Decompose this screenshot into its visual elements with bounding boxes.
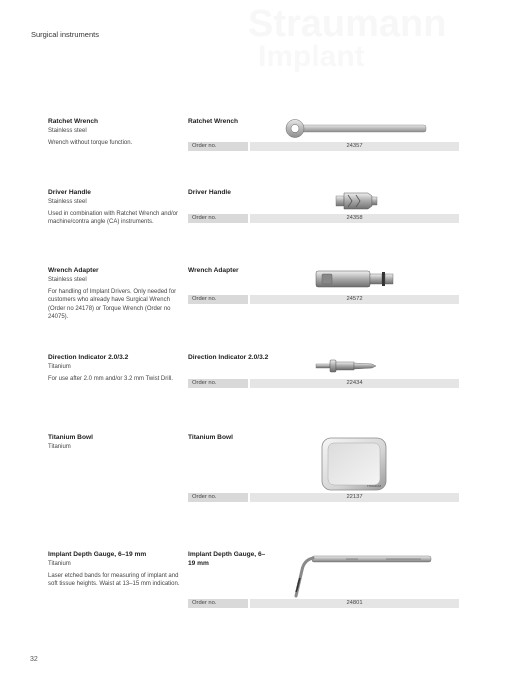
product-name: Wrench Adapter [48, 267, 99, 274]
svg-text:Straumann: Straumann [248, 3, 447, 45]
order-number: 24357 [248, 142, 459, 151]
order-number: 24801 [248, 599, 459, 608]
product-image-title: Implant Depth Gauge, 6–19 mm [188, 551, 266, 567]
order-number-row [188, 142, 459, 151]
svg-text:Implant: Implant [258, 40, 365, 72]
product-image-title: Ratchet Wrench [188, 118, 239, 125]
product-name: Titanium Bowl [48, 434, 93, 441]
order-number: 22137 [248, 493, 459, 502]
order-number-row [188, 295, 459, 304]
order-number-row [188, 379, 459, 388]
order-number-row [188, 599, 459, 608]
depth-gauge-image [286, 552, 434, 598]
product-description: Wrench without torque function. [48, 140, 133, 146]
product-image-title: Wrench Adapter [188, 267, 239, 274]
product-name: Driver Handle [48, 189, 91, 196]
order-label: Order no. [188, 493, 248, 502]
product-material: Titanium [48, 444, 71, 450]
order-label: Order no. [188, 214, 248, 223]
product-image-title: Direction Indicator 2.0/3.2 [188, 354, 269, 361]
titanium-bowl-image [320, 436, 388, 492]
product-name: Direction Indicator 2.0/3.2 [48, 354, 129, 361]
order-number-row [188, 493, 459, 502]
driver-handle-image [334, 190, 378, 212]
product-description: For use after 2.0 mm and/or 3.2 mm Twist Drill. [48, 376, 173, 382]
product-material: Titanium [48, 561, 71, 567]
order-label: Order no. [188, 379, 248, 388]
product-name: Implant Depth Gauge, 6–19 mm [48, 551, 147, 558]
section-title: Surgical instruments [31, 30, 99, 39]
product-description: For handling of Implant Drivers. Only needed for customers who already have Surgical Wrench (Order no 24178) or Torque Wrench (Order no 24075). [48, 289, 177, 321]
product-material: Stainless steel [48, 128, 87, 134]
order-number: 24572 [248, 295, 459, 304]
bowl-label: TITANIUM [367, 484, 381, 488]
ratchet-wrench-image [280, 118, 430, 140]
product-description: Laser etched bands for measuring of implant and soft tissue heights. Waist at 13–15 mm indication. [48, 573, 180, 588]
order-label: Order no. [188, 295, 248, 304]
product-material: Stainless steel [48, 199, 87, 205]
order-number: 22434 [248, 379, 459, 388]
product-image-title: Titanium Bowl [188, 434, 233, 441]
order-label: Order no. [188, 599, 248, 608]
background-watermark [218, 2, 508, 72]
product-material: Titanium [48, 364, 71, 370]
order-label: Order no. [188, 142, 248, 151]
product-material: Stainless steel [48, 277, 87, 283]
order-number: 24358 [248, 214, 459, 223]
order-number-row [188, 214, 459, 223]
direction-indicator-image [314, 356, 378, 376]
wrench-adapter-image [314, 267, 396, 291]
product-name: Ratchet Wrench [48, 118, 99, 125]
product-description: Used in combination with Ratchet Wrench and/or machine/contra angle (CA) instruments. [48, 211, 178, 226]
page-number: 32 [30, 656, 38, 663]
product-image-title: Driver Handle [188, 189, 231, 196]
